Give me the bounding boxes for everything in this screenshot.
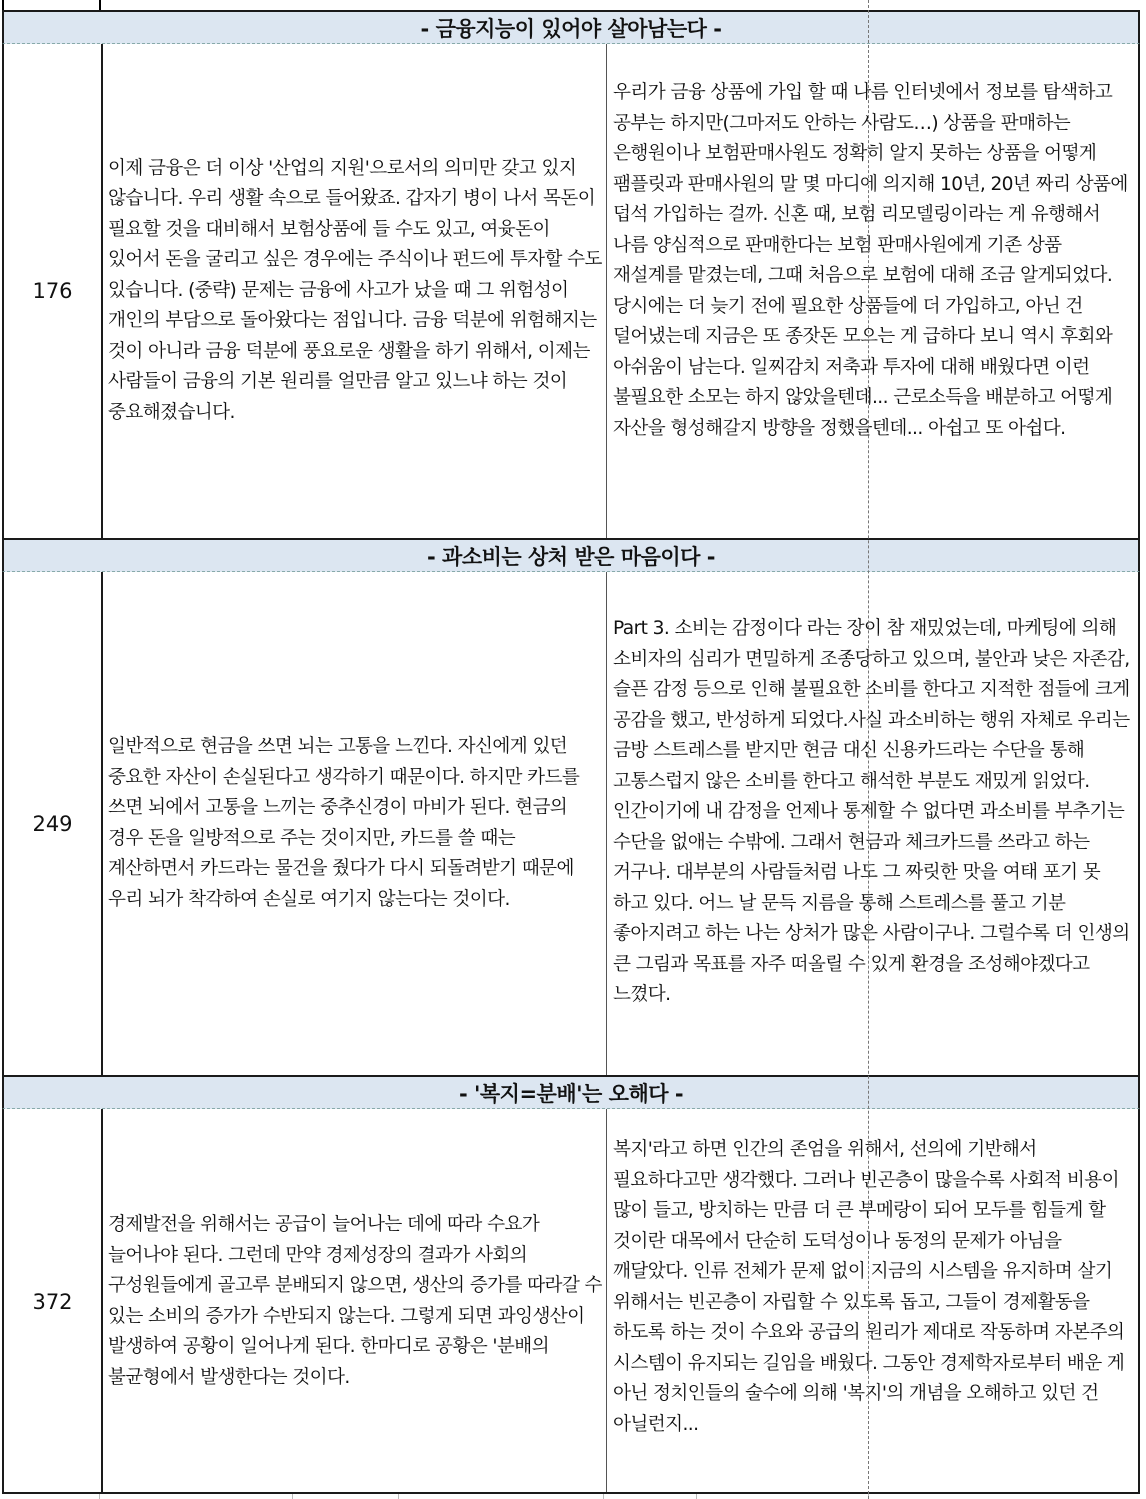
quote-cell xyxy=(103,1109,607,1494)
note-cell xyxy=(607,44,1138,538)
page-number-cell: 372 xyxy=(4,1109,103,1494)
quote-text: 이제 금융은 더 이상 '산업의 지원'으로서의 의미만 갖고 있지 않습니다. 우리 생활 속으로 들어왔죠. 갑자기 병이 나서 목돈이 필요할 것을 대비해서 보험상품에 들 수도 있고, 여윳돈이 있어서 돈을 굴리고 싶은 경우에는 주식이나 펀드에 투자할 수도 있습니다. (중략) 문제는 금융에 사고가 났을 때 그 위험성이 개인의 부담으로 돌아왔다는 점입니다. 금융 덕분에 위험해지는 것이 아니라 금융 덕분에 풍요로운 생활을 하기 위해서, 이제는 사람들이 금융의 기본 원리를 얼만큼 알고 있느냐 하는 것이 중요해졌습니다. xyxy=(108,157,602,423)
page-number-cell: 249 xyxy=(4,572,103,1075)
section-title-3: - '복지=분배'는 오해다 - xyxy=(2,1075,1140,1109)
quote-cell xyxy=(103,572,607,1075)
note-text: Part 3. 소비는 감정이다 라는 장이 참 재밌었는데, 마케팅에 의해 소비자의 심리가 면밀하게 조종당하고 있으며, 불안과 낮은 자존감, 슬픈 감정 등으로 인해 불필요한 소비를 한다고 지적한 점들에 크게 공감을 했고, 반성하게 되었다.사실 과소비하는 행위 자체로 우리는 금방 스트레스를 받지만 현금 대신 신용카드라는 수단을 통해 고통스럽지 않은 소비를 한다고 해석한 부분도 재밌게 읽었다. 인간이기에 내 감정을 언제나 통제할 수 없다면 과소비를 부추기는 수단을 없애는 수밖에. 그래서 현금과 체크카드를 쓰라고 하는 거구나. 대부분의 사람들처럼 나도 그 짜릿한 맛을 여태 포기 못 하고 있다. 어느 날 문득 지름을 통해 스트레스를 풀고 기분 좋아지려고 하는 나는 상처가 많은 사람이구나. 그럴수록 더 인생의 큰 그림과 목표를 자주 떠올릴 수 있게 환경을 조성해야겠다고 느꼈다. xyxy=(613,618,1130,1005)
note-cell xyxy=(607,572,1138,1075)
quote-cell xyxy=(103,44,607,538)
table-row xyxy=(2,572,1140,1075)
note-text: 우리가 금융 상품에 가입 할 때 나름 인터넷에서 정보를 탐색하고 공부는 하지만(그마저도 안하는 사람도…) 상품을 판매하는 은행원이나 보험판매사원도 정확히 알지 못하는 상품을 어떻게 팸플릿과 판매사원의 말 몇 마디에 의지해 10년, 20년 짜리 상품에 덥석 가입하는 걸까. 신혼 때, 보험 리모델링이라는 게 유행해서 나름 양심적으로 판매한다는 보험 판매사원에게 기존 상품 재설계를 맡겼는데, 그때 처음으로 보험에 대해 조금 알게되었다. 당시에는 더 늦기 전에 필요한 상품들에 더 가입하고, 아닌 건 덜어냈는데 지금은 또 종잣돈 모으는 게 급하다 보니 역시 후회와 아쉬움이 남는다. 일찌감치 저축과 투자에 대해 배웠다면 이런 불필요한 소모는 하지 않았을텐데... 근로소득을 배분하고 어떻게 자산을 형성해갈지 방향을 정했을텐데... 아쉽고 또 아쉽다. xyxy=(613,82,1128,439)
column-tick-marks xyxy=(0,1494,1146,1499)
section-title-1: - 금융지능이 있어야 살아남는다 - xyxy=(2,10,1140,44)
page-number-cell: 176 xyxy=(4,44,103,538)
note-cell xyxy=(607,1109,1138,1494)
note-text: 복지'라고 하면 인간의 존엄을 위해서, 선의에 기반해서 필요하다고만 생각했다. 그러나 빈곤층이 많을수록 사회적 비용이 많이 들고, 방치하는 만큼 더 큰 부메랑이 되어 모두를 힘들게 할 것이란 대목에서 단순히 도덕성이나 동정의 문제가 아님을 깨달았다. 인류 전체가 문제 없이 지금의 시스템을 유지하며 살기 위해서는 빈곤층이 자립할 수 있도록 돕고, 그들이 경제활동을 하도록 하는 것이 수요와 공급의 원리가 제대로 작동하며 자본주의 시스템이 유지되는 길임을 배웠다. 그동안 경제학자로부터 배운 게 아닌 정치인들의 술수에 의해 '복지'의 개념을 오해하고 있던 건 아닐런지... xyxy=(613,1139,1125,1435)
quote-text: 경제발전을 위해서는 공급이 늘어나는 데에 따라 수요가 늘어나야 된다. 그런데 만약 경제성장의 결과가 사회의 구성원들에게 골고루 분배되지 않으면, 생산의 증가를 따라갈 수 있는 소비의 증가가 수반되지 않는다. 그렇게 되면 과잉생산이 발생하여 공황이 일어나게 된다. 한마디로 공황은 '분배의 불균형에서 발생한다는 것이다. xyxy=(108,1214,602,1388)
table-row xyxy=(2,1109,1140,1494)
quote-text: 일반적으로 현금을 쓰면 뇌는 고통을 느낀다. 자신에게 있던 중요한 자산이 손실된다고 생각하기 때문이다. 하지만 카드를 쓰면 뇌에서 고통을 느끼는 중추신경이 마비가 된다. 현금의 경우 돈을 일방적으로 주는 것이지만, 카드를 쓸 때는 계산하면서 카드라는 물건을 줬다가 다시 되돌려받기 때문에 우리 뇌가 착각하여 손실로 여기지 않는다는 것이다. xyxy=(108,736,580,910)
section-title-2: - 과소비는 상처 받은 마음이다 - xyxy=(2,538,1140,572)
table-row xyxy=(2,44,1140,538)
